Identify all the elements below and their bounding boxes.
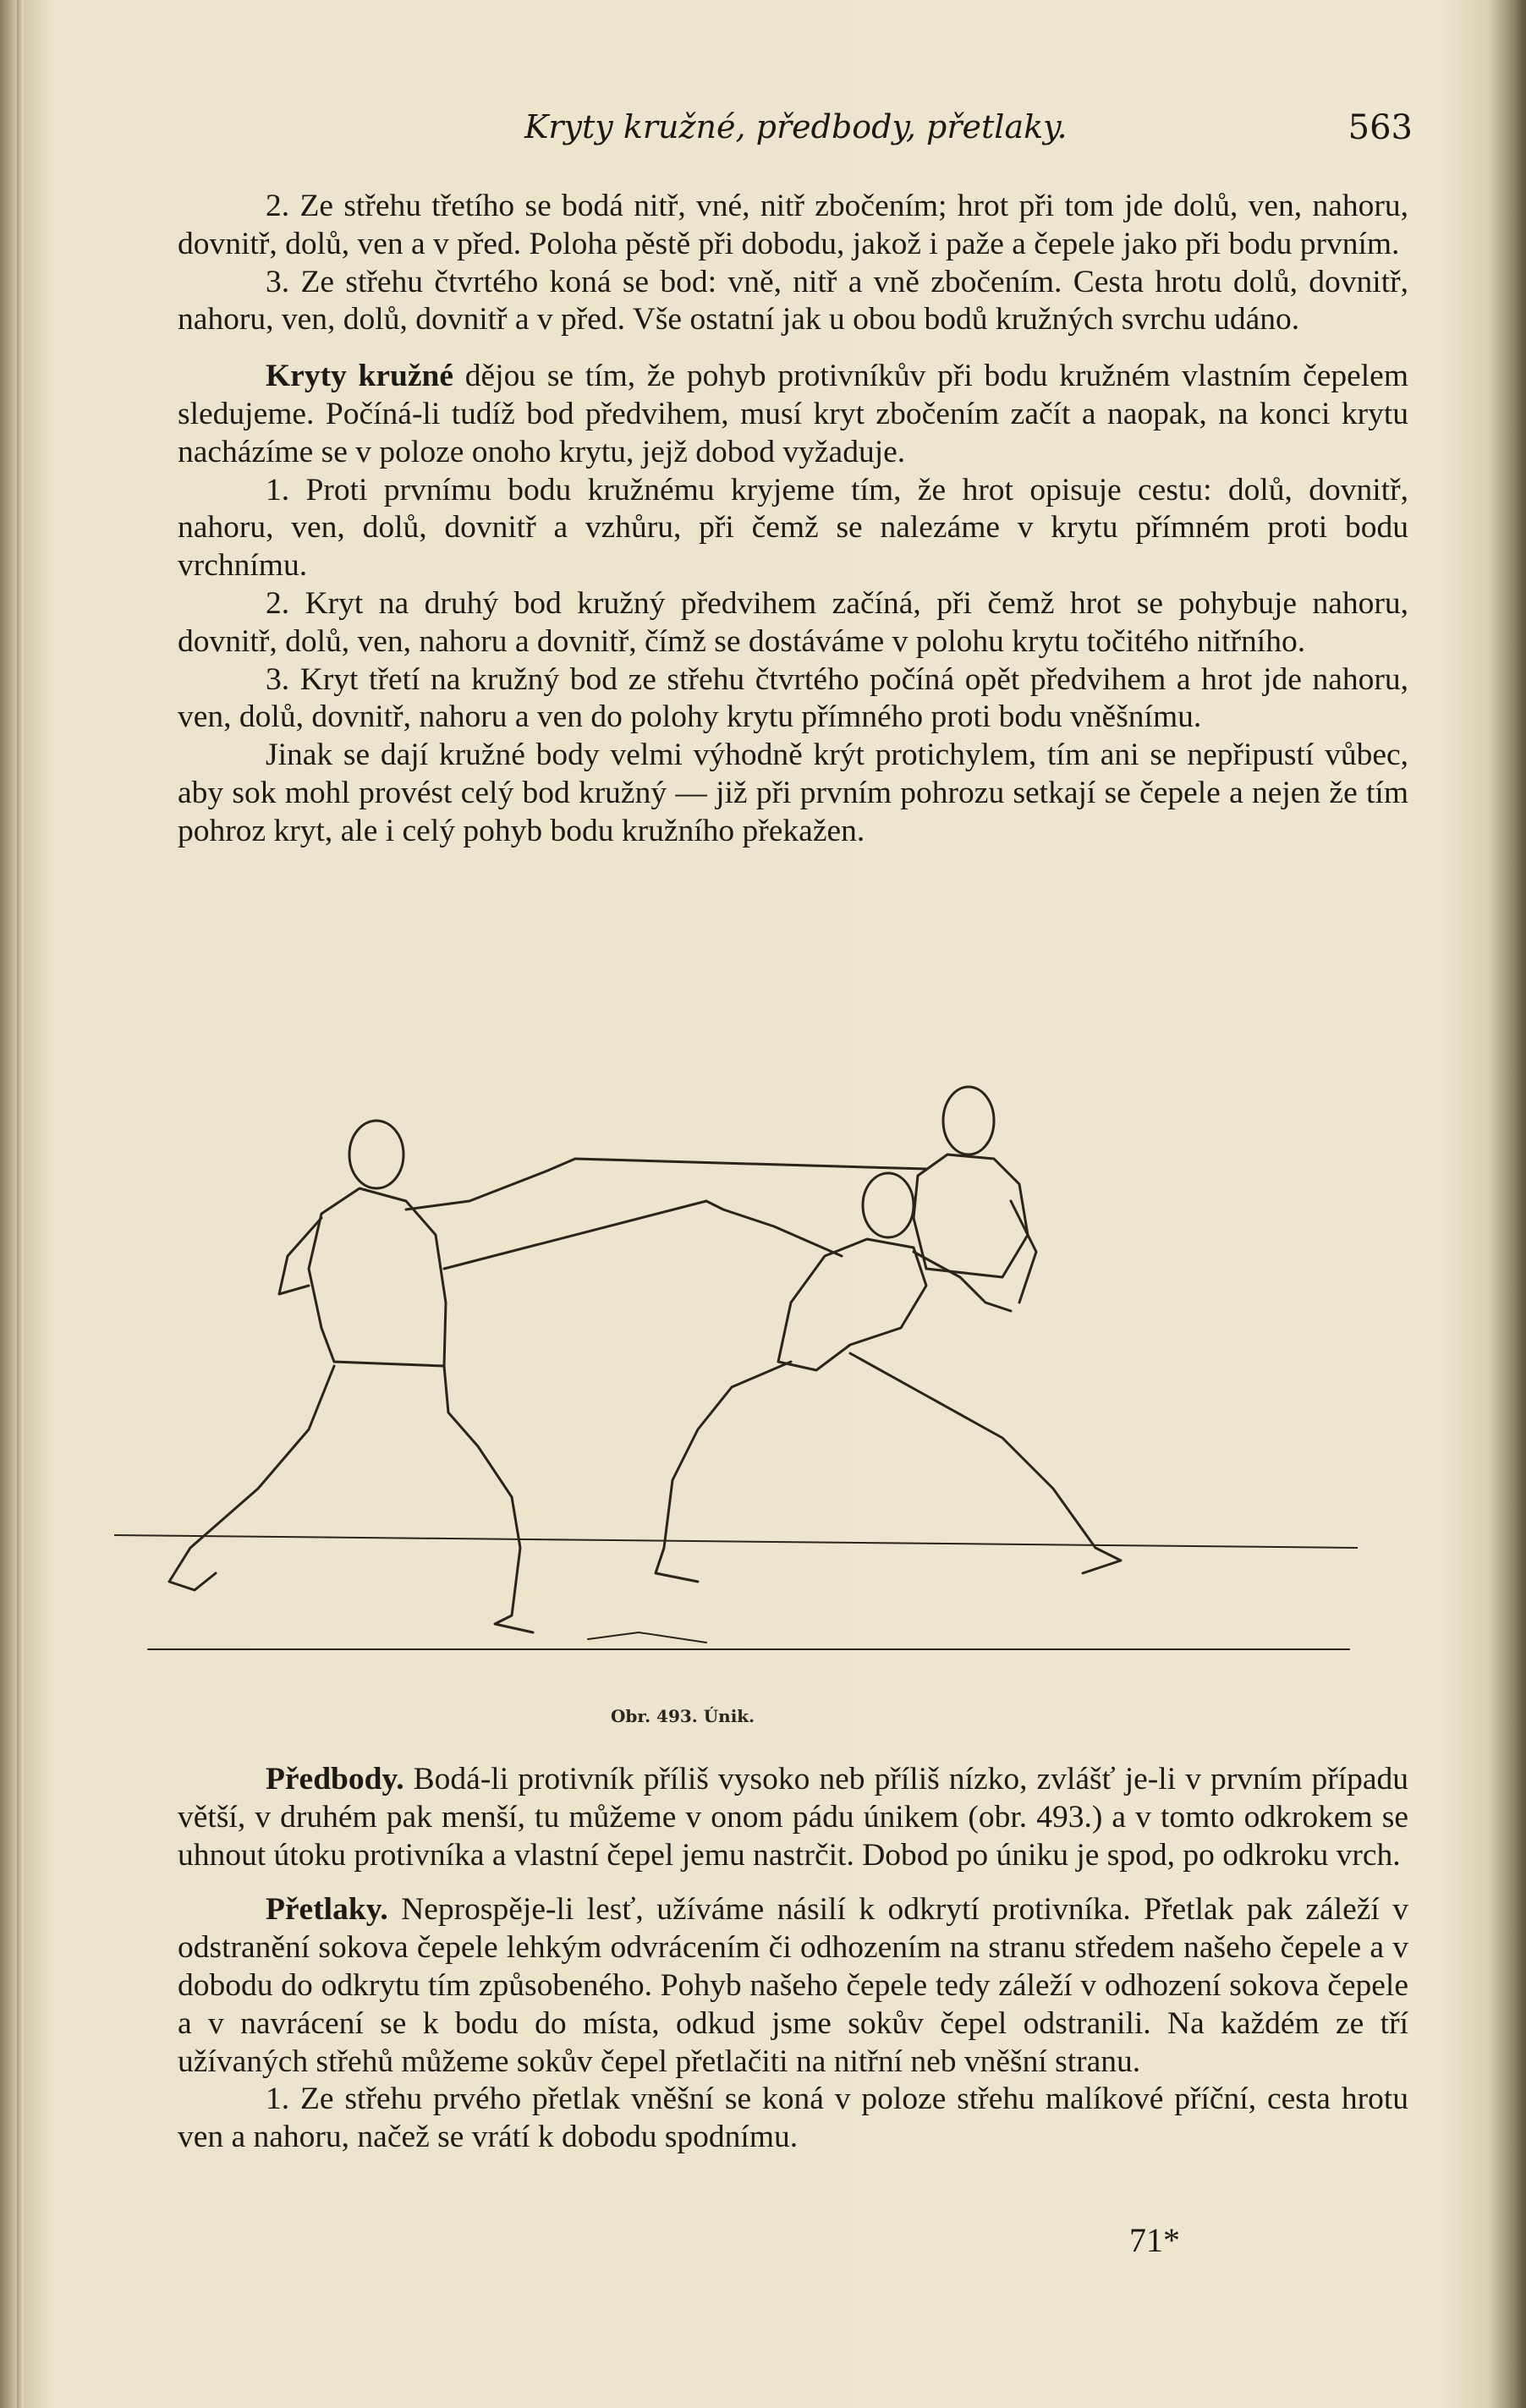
paragraph-body: Neprospěje-li lesť, užíváme násilí k odkrytí protivníka. Přetlak pak záleží v odstranění sokova čepele lehkým odvrácením či odhozením na stranu středem našeho čepele a v dobodu do odkrytu tím způsobeného. Pohyb našeho čepele tedy záleží v odhození sokova čepele a v navrácení se k bodu do místa, odkud jsme sokův čepel odstranili. Na každém ze tří užívaných střehů můžeme sokův čepel přetlačiti na nitřní neb vněšní stranu. <box>178 1892 1408 2079</box>
paragraph <box>178 358 1408 471</box>
right-fencer-back-leg <box>850 1353 1121 1573</box>
signature-mark: 71* <box>1129 2221 1180 2259</box>
paragraph: 3. Kryt třetí na kružný bod ze střehu čtvrtého počíná opět předvihem a hrot jde nahoru, ven, dolů, dovnitř, nahoru a ven do polohy krytu přímného proti bodu vněšnímu. <box>178 661 1408 735</box>
left-fencer-head <box>349 1121 403 1188</box>
background-fencer-head <box>943 1087 994 1155</box>
paragraph-lead: Předbody. <box>266 1762 404 1796</box>
left-fencer-torso <box>309 1188 446 1366</box>
ground-shading <box>148 1632 1349 1649</box>
fencing-figure-drawing <box>114 1074 1358 1709</box>
left-fencer-back-arm <box>279 1218 321 1294</box>
body-text-top <box>178 188 1408 851</box>
left-fencer-front-leg <box>444 1366 533 1632</box>
figure-caption: Obr. 493. Únik. <box>611 1706 755 1726</box>
paragraph-body: dějou se tím, že pohyb protivníkův při bodu kružném vlastním čepelem sledujeme. Počíná-li tudíž bod předvihem, musí kryt zbočením začít a naopak, na konci krytu nacházíme se v poloze onoho krytu, jejž dobod vyžaduje. <box>178 359 1408 469</box>
paragraph-body: Bodá-li protivník příliš vysoko neb příliš nízko, zvlášť je-li v prvním případu větší, v druhém pak menší, tu můžeme v onom pádu únikem (obr. 493.) a v tomto odkrokem se uhnout útoku protivníka a vlastní čepel jemu nastrčit. Dobod po úniku je spod, po odkroku vrch. <box>178 1762 1408 1873</box>
right-fencer-torso <box>778 1239 926 1370</box>
paragraph: 2. Kryt na druhý bod kružný předvihem začíná, při čemž hrot se pohybuje nahoru, dovnitř, dolů, ven, nahoru a dovnitř, čímž se dostáváme v polohu krytu točitého nitřního. <box>178 585 1408 659</box>
gutter <box>17 0 24 2408</box>
paragraph: Jinak se dají kružné body velmi výhodně krýt protichylem, tím ani se nepřipustí vůbec, aby sok mohl provést celý bod kružný — již při prvním pohrozu setkají se čepele a nejen že tím pohroz kryt, ale i celý pohyb bodu kružního překažen. <box>178 738 1408 848</box>
paragraph: 1. Ze střehu prvého přetlak vněšní se koná v poloze střehu malíkové příční, cesta hrotu ven a nahoru, načež se vrátí k dobodu spodnímu. <box>178 2082 1408 2155</box>
running-title: Kryty kružné, předbody, přetlaky. <box>524 108 1068 145</box>
left-fencer-blade <box>575 1159 926 1169</box>
page-header <box>440 108 1413 159</box>
background-fencer-torso <box>914 1155 1028 1277</box>
right-fencer-sword-arm <box>706 1201 842 1256</box>
right-fencer-head <box>863 1173 914 1237</box>
paragraph-lead: Přetlaky. <box>266 1892 388 1928</box>
body-text-bottom <box>178 1761 1408 2157</box>
paragraph: 2. Ze střehu třetího se bodá nitř, vné, nitř zbočením; hrot při tom jde dolů, ven, nahoru, dovnitř, dolů, ven a v před. Poloha pěstě při dobodu, jakož i paže a čepele jako při bodu prvním. <box>178 189 1408 261</box>
paragraph: 3. Ze střehu čtvrtého koná se bod: vně, nitř a vně zbočením. Cesta hrotu dolů, dovnitř, nahoru, ven, dolů, dovnitř a v před. Vše ostatní jak u obou bodů kružných svrchu udáno. <box>178 264 1408 337</box>
fencing-illustration <box>114 1074 1358 1709</box>
right-fencer-blade <box>444 1201 706 1269</box>
left-fencer-back-leg <box>169 1366 334 1590</box>
paragraph <box>178 1761 1408 1874</box>
right-fencer-back-arm <box>914 1252 1011 1311</box>
right-fencer-front-leg <box>656 1362 791 1582</box>
page <box>85 0 1438 2408</box>
ground-line <box>114 1535 1358 1548</box>
paragraph-lead: Kryty kružné <box>266 359 454 394</box>
page-number: 563 <box>1348 108 1413 147</box>
paragraph <box>178 1891 1408 2081</box>
paragraph: 1. Proti prvnímu bodu kružnému kryjeme tím, že hrot opisuje cestu: dolů, dovnitř, nahoru, ven, dolů, dovnitř a vzhůru, při čemž se nalezáme v krytu přímném proti bodu vrchnímu. <box>178 472 1408 584</box>
left-fencer-sword-arm <box>406 1159 575 1209</box>
